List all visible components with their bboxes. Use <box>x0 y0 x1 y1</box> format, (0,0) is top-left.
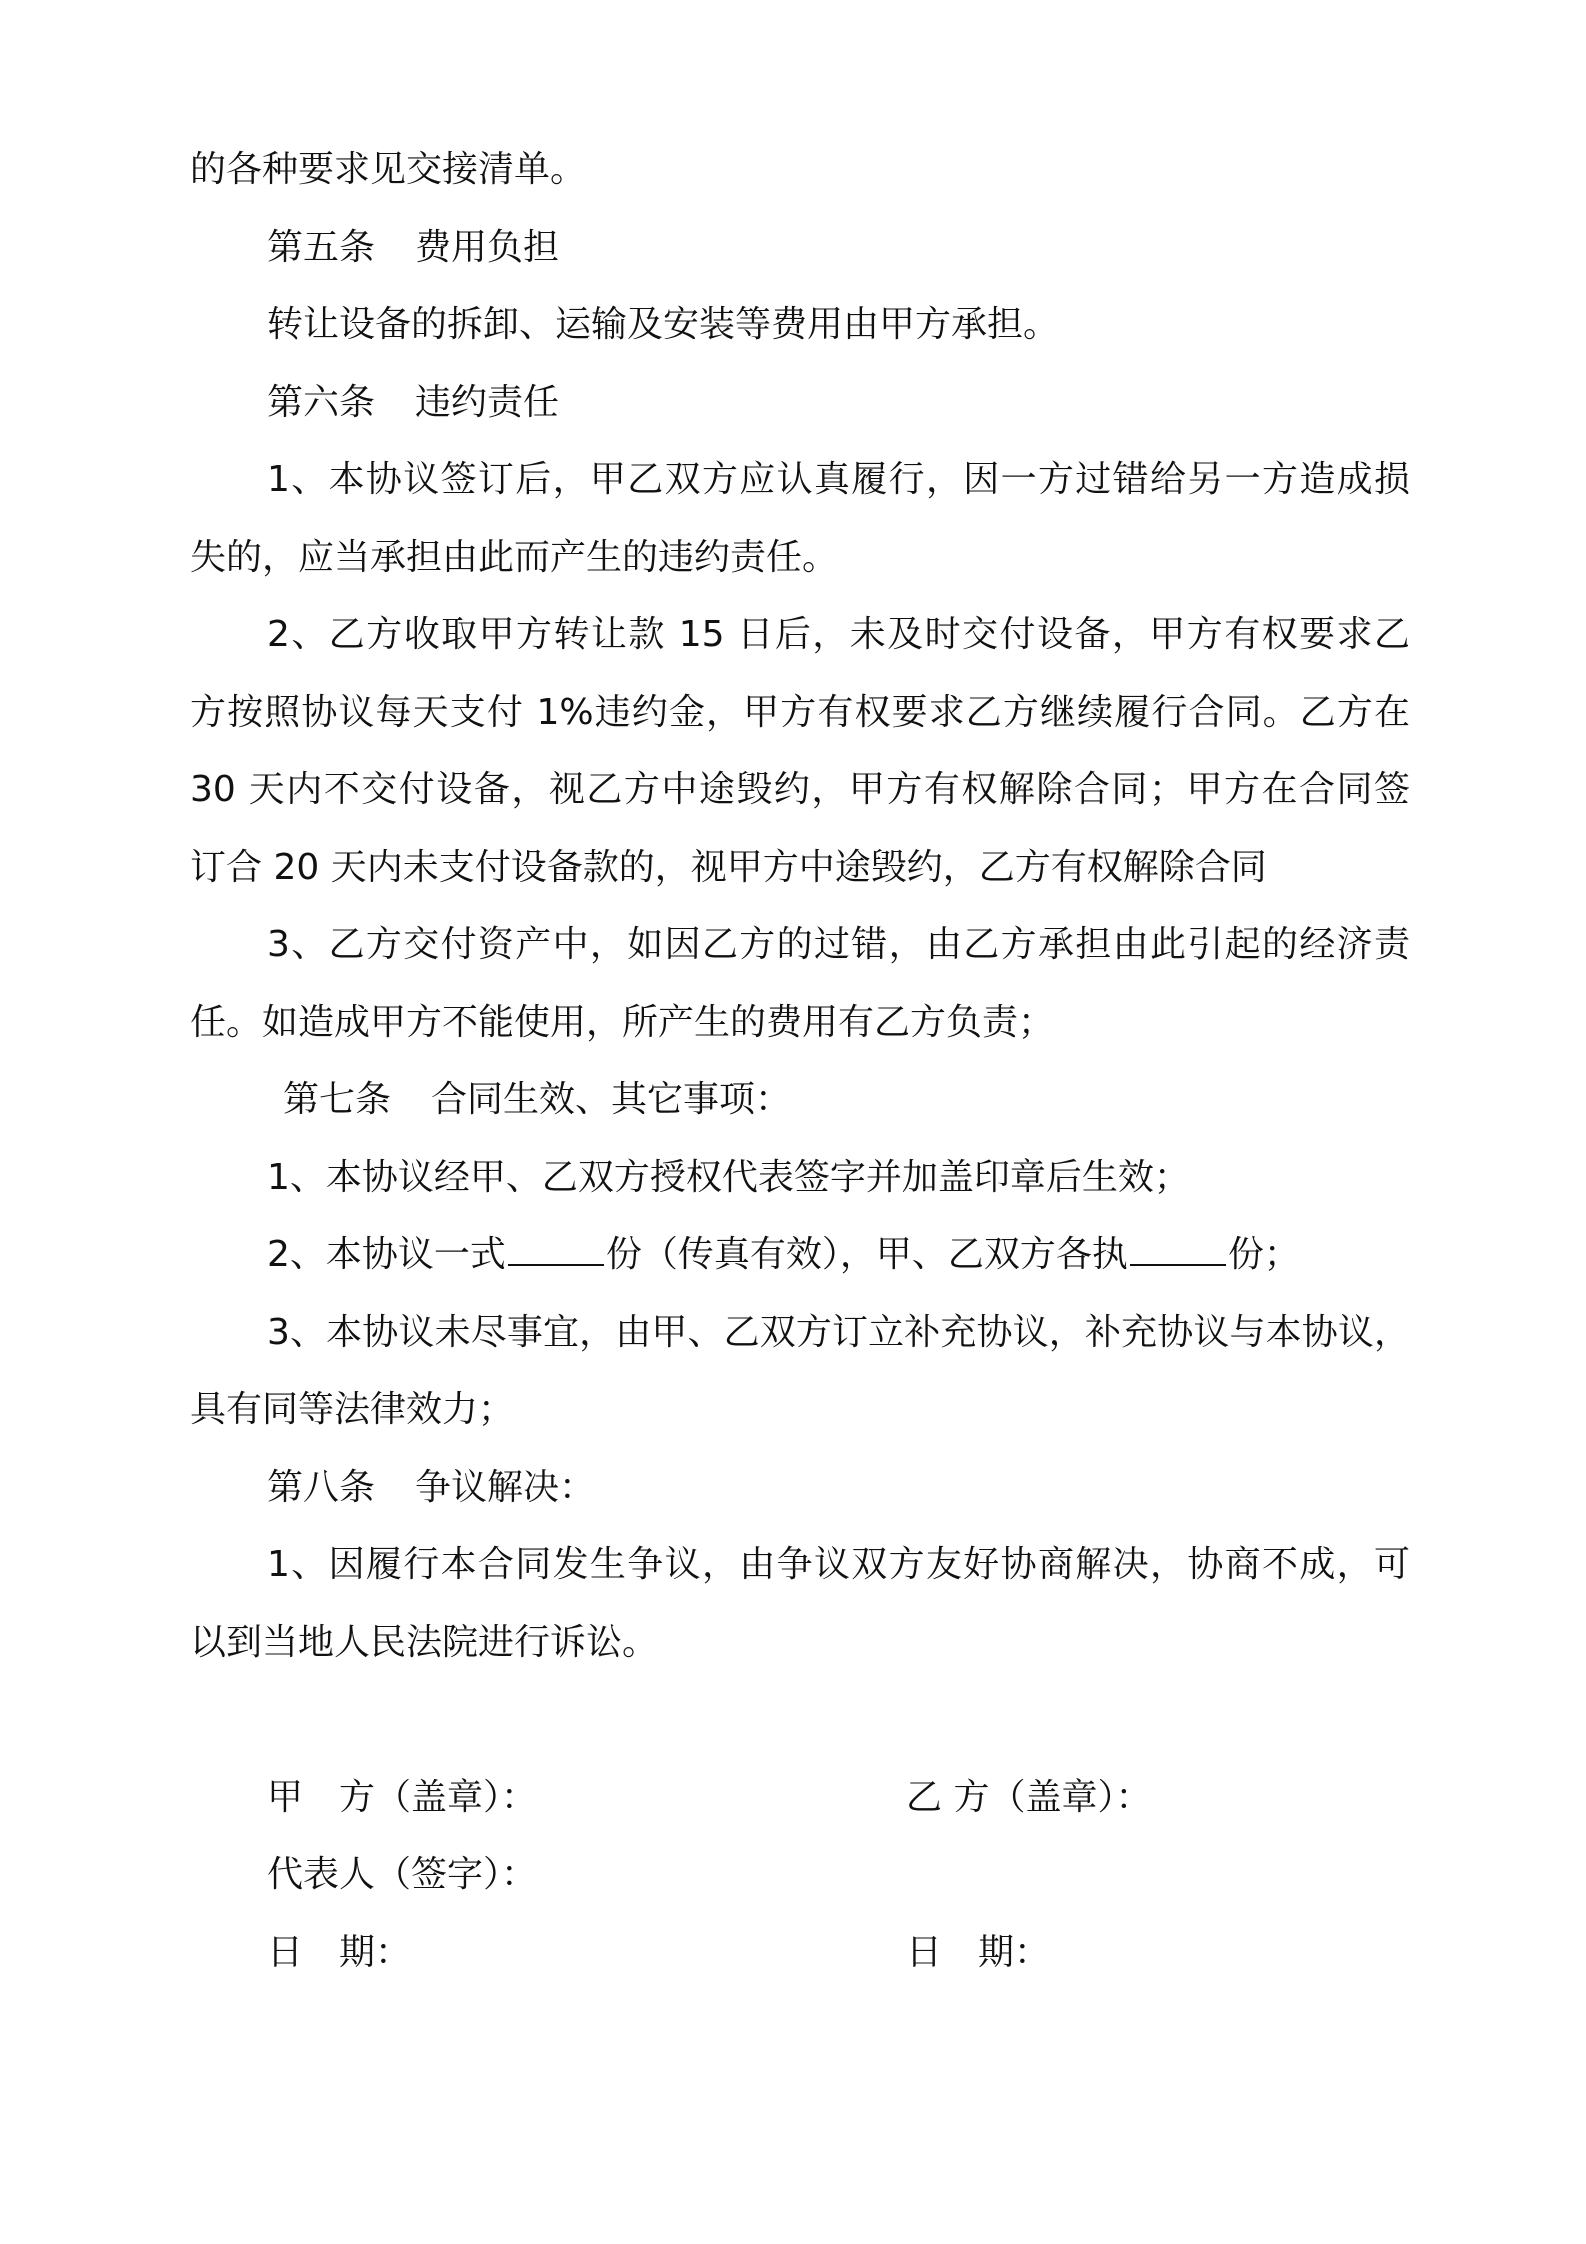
paragraph-line: 1、本协议经甲、乙双方授权代表签字并加盖印章后生效； <box>267 1157 1190 1198</box>
party-b-date-label: 日 期： <box>906 1932 1051 1973</box>
article-7-heading <box>283 1078 791 1122</box>
paragraph-line: 失的，应当承担由此而产生的违约责任。 <box>190 537 839 578</box>
paragraph-line: 任。如造成甲方不能使用，所产生的费用有乙方负责； <box>190 1002 1055 1043</box>
article-number: 第六条 <box>267 382 376 423</box>
paragraph-line: 1、因履行本合同发生争议，由争议双方友好协商解决，协商不成，可 <box>267 1544 1410 1585</box>
article-title: 合同生效、其它事项： <box>431 1079 792 1120</box>
paragraph-line: 3、本协议未尽事宜，由甲、乙双方订立补充协议，补充协议与本协议， <box>267 1312 1410 1353</box>
paragraph-line: 1、本协议签订后，甲乙双方应认真履行，因一方过错给另一方造成损 <box>267 459 1410 500</box>
representative-signature-label: 代表人（签字）： <box>267 1854 538 1895</box>
paragraph-line: 订合 20 天内未支付设备款的，视甲方中途毁约，乙方有权解除合同 <box>190 847 1267 888</box>
copies-line <box>267 1233 1300 1277</box>
article-number: 第五条 <box>267 227 376 268</box>
article-8-heading <box>267 1466 595 1510</box>
copies-each-blank[interactable] <box>1130 1234 1226 1266</box>
copies-count-blank[interactable] <box>508 1234 604 1266</box>
article-title: 争议解决： <box>415 1467 596 1508</box>
article-6-heading <box>267 381 559 425</box>
party-a-seal-label: 甲 方（盖章）： <box>267 1777 538 1818</box>
article-5-heading <box>267 226 559 270</box>
article-title: 违约责任 <box>415 382 560 423</box>
copies-text-2: 份（传真有效），甲、乙双方各执 <box>605 1234 1128 1275</box>
paragraph-line: 的各种要求见交接清单。 <box>190 149 587 190</box>
paragraph-line: 3、乙方交付资产中，如因乙方的过错，由乙方承担由此引起的经济责 <box>267 924 1410 965</box>
paragraph-line: 2、乙方收取甲方转让款 15 日后，未及时交付设备，甲方有权要求乙 <box>267 614 1410 655</box>
article-number: 第八条 <box>267 1467 376 1508</box>
article-number: 第七条 <box>283 1079 392 1120</box>
paragraph-line: 30 天内不交付设备，视乙方中途毁约，甲方有权解除合同；甲方在合同签 <box>190 769 1410 810</box>
copies-text-1: 2、本协议一式 <box>267 1234 506 1275</box>
paragraph-line: 转让设备的拆卸、运输及安装等费用由甲方承担。 <box>267 304 1060 345</box>
paragraph-line: 具有同等法律效力； <box>190 1389 515 1430</box>
paragraph-line: 方按照协议每天支付 1%违约金，甲方有权要求乙方继续履行合同。乙方在 <box>190 692 1410 733</box>
party-b-seal-label: 乙 方（盖章）： <box>906 1777 1152 1818</box>
party-a-date-label: 日 期： <box>267 1932 412 1973</box>
article-title: 费用负担 <box>415 227 560 268</box>
copies-text-3: 份； <box>1227 1234 1300 1275</box>
paragraph-line: 以到当地人民法院进行诉讼。 <box>190 1622 659 1663</box>
